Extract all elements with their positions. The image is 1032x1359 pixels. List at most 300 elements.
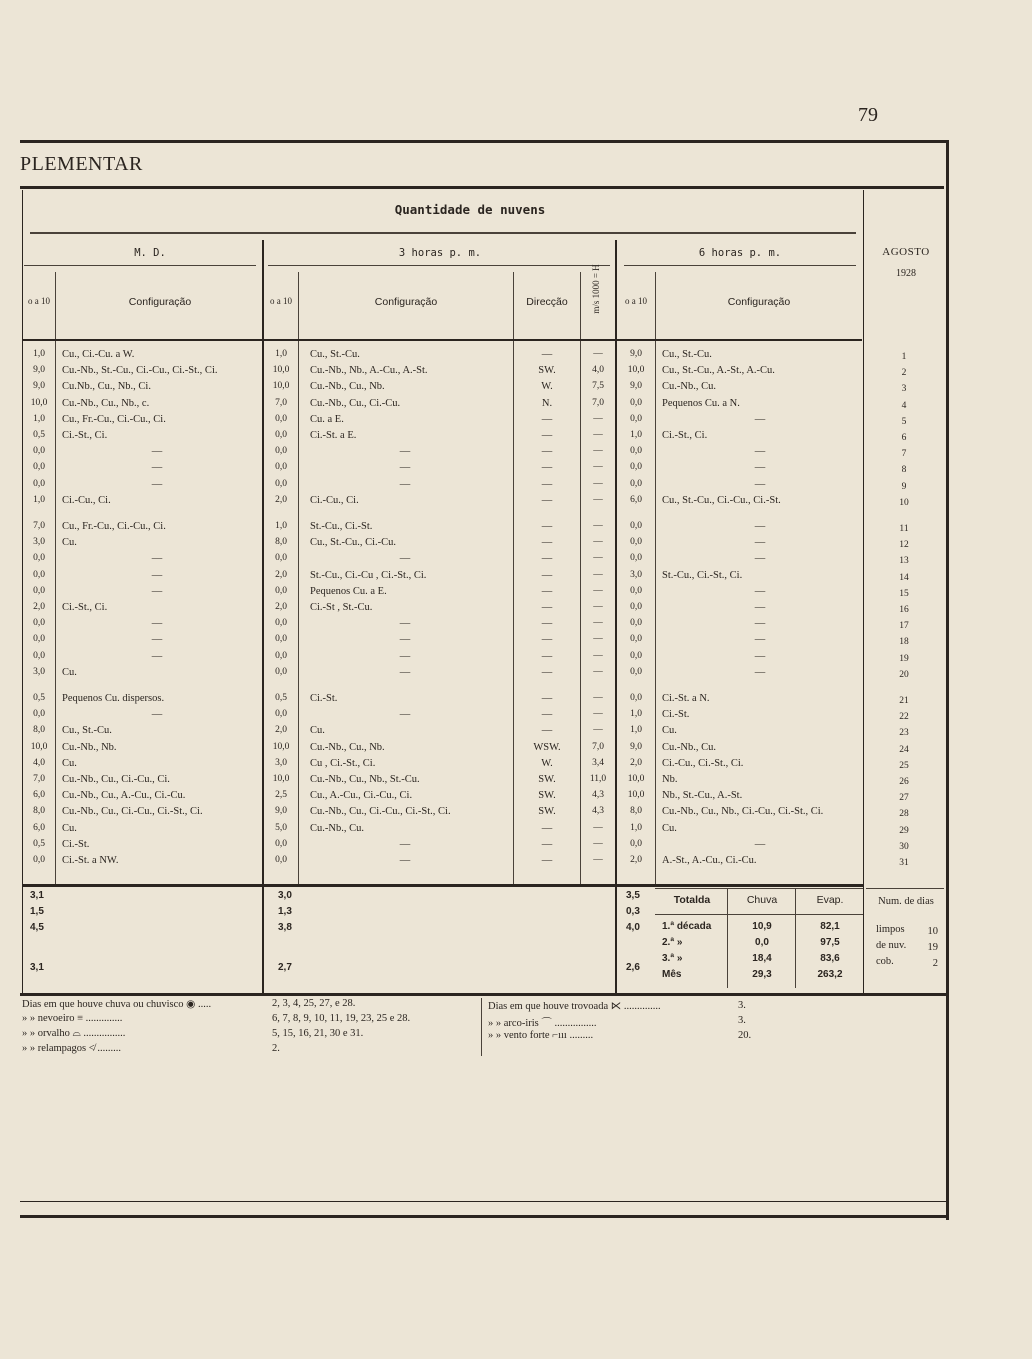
md-amount: 0,5 (33, 430, 45, 440)
footer-top-rule (20, 993, 946, 996)
md-amount: 0,5 (33, 838, 45, 849)
md-config: Ci.-St., Ci. (62, 602, 108, 613)
h3-config: — (399, 838, 411, 850)
direction: SW. (538, 806, 556, 818)
direction: — (541, 537, 553, 549)
h6-amount: 1,0 (630, 430, 642, 440)
h3-summary-value: 3,8 (278, 922, 292, 933)
h3-summary-value: 1,3 (278, 906, 292, 917)
md-config: — (151, 569, 163, 581)
footer-left-label: Dias em que houve chuva ou chuvisco ◉ ..... (22, 999, 212, 1010)
direction: — (541, 618, 553, 630)
h6-amount: 0,0 (630, 693, 642, 703)
md-config: Cu.-Nb., Cu., Ci.-Cu., Ci.-St., Ci. (62, 806, 203, 818)
vrule-6h-end (863, 190, 864, 995)
h6-amount: 3,0 (630, 569, 642, 580)
day-number: 11 (899, 524, 909, 534)
md-config: Cu.-Nb., Cu., A.-Cu., Ci.-Cu. (62, 790, 186, 802)
md-amount: 0,0 (33, 462, 45, 473)
direction: — (541, 413, 553, 425)
md-amount: 3,0 (33, 537, 45, 548)
speed: — (593, 634, 603, 645)
h3-amount: 2,0 (275, 602, 287, 612)
num-dias-label: cob. (876, 956, 894, 967)
md-config: Cu. (62, 822, 77, 834)
h3-amount: 0,0 (275, 413, 287, 424)
day-number: 28 (899, 809, 909, 820)
summary-header-totalda: Totalda (673, 894, 711, 906)
h6-amount: 0,0 (630, 585, 642, 596)
h3-config: Ci.-St , St.-Cu. (310, 602, 373, 613)
direction: SW. (538, 774, 556, 785)
summary-row-evap: 97,5 (820, 937, 840, 948)
num-dias-label: de nuv. (876, 940, 907, 951)
direction: — (541, 494, 553, 506)
day-number: 27 (899, 793, 909, 804)
speed: — (593, 413, 603, 424)
h3-amount: 2,0 (275, 569, 287, 580)
md-amount: 6,0 (33, 822, 45, 833)
direction: — (541, 585, 553, 597)
h6-config: — (754, 521, 766, 532)
num-dias-value: 2 (932, 958, 938, 969)
h3-config: — (399, 618, 411, 630)
speed: 7,5 (592, 381, 604, 392)
md-amount: 3,0 (33, 666, 45, 677)
summary-row-label: 3.ª » (662, 953, 683, 964)
h6-config: — (754, 634, 766, 646)
speed: — (593, 494, 603, 505)
h6-amount: 0,0 (630, 666, 642, 677)
h6-config: — (754, 478, 766, 490)
direction: — (541, 430, 553, 441)
footer-right-label: » » arco-iris ⌒ ................ (488, 1018, 597, 1029)
md-config: — (151, 634, 163, 646)
h6-amount: 9,0 (630, 381, 642, 392)
h3-amount: 9,0 (275, 806, 287, 817)
md-amount: 2,0 (33, 602, 45, 612)
h6-config: A.-St., A.-Cu., Ci.-Cu. (662, 855, 757, 866)
h3-amount: 8,0 (275, 537, 287, 548)
summary-row-label: 1.ª década (662, 921, 712, 932)
direction: — (541, 855, 553, 866)
md-config: — (151, 462, 163, 474)
day-number: 31 (899, 858, 909, 868)
md-amount: 1,0 (33, 413, 45, 424)
col-speed: m/s 1000 = H (591, 264, 601, 314)
h6-config: — (754, 413, 766, 425)
direction: N. (541, 397, 553, 409)
direction: — (541, 838, 553, 850)
h3-config: — (399, 634, 411, 646)
speed: — (593, 446, 603, 457)
h3-config: Cu.-Nb., Cu., Nb. (310, 741, 385, 753)
summary-table-top (655, 888, 863, 889)
speed: — (593, 537, 603, 548)
md-config: — (151, 650, 163, 662)
md-amount: 6,0 (33, 790, 45, 801)
vrule-6h-num (655, 272, 656, 884)
day-number: 12 (899, 540, 909, 551)
h6-config: Cu., St.-Cu., A.-St., A.-Cu. (662, 365, 775, 377)
group-6h: 6 horas p. m. (698, 247, 782, 259)
summary-row-evap: 263,2 (817, 969, 843, 980)
h3-config: Cu. (310, 725, 325, 737)
md-amount: 7,0 (33, 521, 45, 531)
day-number: 22 (899, 712, 909, 723)
direction: — (541, 822, 553, 834)
h6-config: Cu., St.-Cu. (662, 349, 712, 360)
footer-left-label: » » relampagos ≮ ......... (22, 1043, 121, 1054)
h3-config: — (399, 855, 411, 866)
md-amount: 0,0 (33, 650, 45, 661)
speed: — (593, 618, 603, 629)
col-3h-scale: o a 10 (270, 296, 292, 306)
md-amount: 1,0 (33, 349, 45, 359)
summary-row-label: Mês (662, 969, 682, 980)
direction: — (541, 349, 553, 360)
h3-config: St.-Cu., Ci.-St. (310, 521, 373, 532)
h6-config: Cu., St.-Cu., Ci.-Cu., Ci.-St. (662, 494, 781, 506)
h3-config: Cu.-Nb., Cu., Nb. (310, 381, 385, 393)
h3-config: — (399, 462, 411, 474)
h6-config: Nb. (662, 774, 678, 785)
footer-left-value: 6, 7, 8, 9, 10, 11, 19, 23, 25 e 28. (272, 1013, 411, 1024)
md-summary-value: 1,5 (30, 906, 44, 917)
page-heading: PLEMENTAR (20, 153, 143, 175)
speed: 7,0 (592, 741, 604, 752)
day-number: 21 (899, 696, 909, 706)
h3-config: Cu.-Nb., Cu., Ci.-Cu., Ci.-St., Ci. (310, 806, 451, 818)
num-dias-title: Num. de dias (878, 896, 934, 907)
md-amount: 4,0 (33, 757, 45, 768)
day-number: 1 (901, 352, 907, 362)
col-md-scale: o a 10 (28, 296, 50, 306)
day-number: 5 (901, 416, 907, 427)
h6-config: — (754, 446, 766, 458)
md-config: Cu., St.-Cu. (62, 725, 112, 737)
h6-amount: 0,0 (630, 446, 642, 457)
speed: — (593, 666, 603, 677)
day-number: 10 (899, 497, 909, 508)
day-number: 30 (899, 841, 909, 852)
h3-amount: 10,0 (272, 741, 290, 752)
speed: — (593, 478, 603, 489)
col-direction: Direcção (526, 296, 568, 308)
footer-right-label: Dias em que houve trovoada ⋉ .............. (488, 1001, 661, 1012)
footer-left-value: 2. (272, 1043, 280, 1054)
h6-config: — (754, 650, 766, 662)
h3-amount: 7,0 (275, 397, 287, 408)
speed: — (593, 462, 603, 473)
h6-amount: 0,0 (630, 413, 642, 424)
h3-config: — (399, 553, 411, 565)
md-underline (24, 265, 256, 266)
day-number: 25 (899, 760, 909, 771)
day-number: 20 (899, 669, 909, 680)
h3-amount: 0,0 (275, 666, 287, 677)
day-number: 9 (901, 481, 907, 492)
h6-config: Ci.-St., Ci. (662, 430, 708, 441)
h6-amount: 10,0 (627, 365, 645, 376)
md-amount: 0,0 (33, 634, 45, 645)
h6-amount: 9,0 (630, 741, 642, 752)
md-amount: 9,0 (33, 381, 45, 392)
h6-config: Cu.-Nb., Cu., Nb., Ci.-Cu., Ci.-St., Ci. (662, 806, 824, 818)
footer-left-value: 2, 3, 4, 25, 27, e 28. (272, 998, 356, 1009)
direction: — (541, 478, 553, 490)
md-amount: 0,0 (33, 855, 45, 865)
h3-config: — (399, 650, 411, 662)
direction: — (541, 569, 553, 581)
summary-header-rule (655, 914, 863, 915)
md-amount: 9,0 (33, 365, 45, 376)
direction: — (541, 553, 553, 565)
speed: 11,0 (589, 774, 607, 784)
summary-row-evap: 83,6 (820, 953, 840, 964)
h3-summary-value: 2,7 (278, 962, 292, 973)
md-amount: 0,0 (33, 478, 45, 489)
day-number: 15 (899, 588, 909, 599)
h3-amount: 0,0 (275, 462, 287, 473)
day-number: 6 (901, 433, 907, 443)
md-amount: 1,0 (33, 494, 45, 505)
day-number: 18 (899, 637, 909, 648)
h6-config: — (754, 666, 766, 678)
direction: — (541, 650, 553, 662)
md-config: Cu.-Nb., Cu., Nb., c. (62, 397, 150, 409)
month-label: AGOSTO (882, 246, 930, 258)
h3-amount: 0,0 (275, 650, 287, 661)
h6-config: Cu.-Nb., Cu. (662, 741, 716, 753)
h3-config: Cu , Ci.-St., Ci. (310, 757, 376, 769)
speed: — (593, 855, 603, 865)
h6-config: — (754, 537, 766, 549)
speed: 4,0 (592, 365, 604, 376)
h6-amount: 0,0 (630, 634, 642, 645)
direction: — (541, 709, 553, 721)
md-config: Cu. (62, 666, 77, 678)
h3-amount: 0,5 (275, 693, 287, 703)
h3-config: — (399, 709, 411, 721)
md-amount: 0,0 (33, 553, 45, 564)
h3-amount: 5,0 (275, 822, 287, 833)
h6-amount: 0,0 (630, 602, 642, 612)
direction: — (541, 521, 553, 532)
speed: — (593, 822, 603, 833)
summary-vrule-1 (727, 888, 728, 988)
speed: — (593, 349, 603, 359)
speed: 4,3 (592, 790, 604, 801)
group-md: M. D. (134, 247, 166, 259)
footer-left-label: » » orvalho ⌓ ................ (22, 1028, 126, 1039)
h3-config: Cu., St.-Cu. (310, 349, 360, 360)
day-number: 4 (901, 400, 907, 411)
h3-amount: 0,0 (275, 478, 287, 489)
speed: — (593, 430, 603, 440)
year-label: 1928 (896, 268, 916, 279)
md-amount: 0,0 (33, 709, 45, 720)
day-number: 26 (899, 777, 909, 787)
day-number: 24 (899, 744, 909, 755)
md-config: Ci.-Cu., Ci. (62, 494, 111, 506)
h3-config: Cu.-Nb., Cu., Ci.-Cu. (310, 397, 401, 409)
col-6h-scale: o a 10 (625, 296, 647, 306)
title-underline (30, 232, 856, 234)
h6-amount: 0,0 (630, 537, 642, 548)
day-number: 23 (899, 728, 909, 739)
right-border (946, 140, 949, 1220)
summary-header-evap: Evap. (816, 894, 844, 906)
speed: — (593, 553, 603, 564)
col-3h-config: Configuração (374, 296, 438, 308)
speed: — (593, 569, 603, 580)
summary-header-chuva: Chuva (746, 894, 778, 906)
footer-left-value: 5, 15, 16, 21, 30 e 31. (272, 1028, 364, 1039)
md-config: Ci.-St. (62, 838, 90, 850)
day-number: 8 (901, 465, 907, 476)
md-config: Cu. (62, 537, 77, 549)
day-number: 19 (899, 653, 909, 664)
h3-amount: 10,0 (272, 365, 290, 376)
direction: SW. (538, 790, 556, 802)
h3-config: — (399, 478, 411, 490)
col-6h-config: Configuração (727, 296, 791, 308)
summary-vrule-2 (795, 888, 796, 988)
h6-amount: 0,0 (630, 478, 642, 489)
direction: — (541, 693, 553, 704)
h6-amount: 1,0 (630, 709, 642, 720)
h3-config: Cu. a E. (310, 413, 344, 425)
summary-row-evap: 82,1 (820, 921, 840, 932)
day-number: 3 (901, 384, 907, 395)
direction: SW. (538, 365, 556, 377)
h6-summary-value: 2,6 (626, 962, 640, 973)
speed: — (593, 602, 603, 612)
h3-config: Ci.-St. (310, 693, 338, 704)
md-config: — (151, 709, 163, 721)
md-config: — (151, 446, 163, 458)
h3-summary-value: 3,0 (278, 890, 292, 901)
h6-amount: 9,0 (630, 349, 642, 359)
h6-config: Cu. (662, 822, 677, 834)
h6-config: — (754, 602, 766, 613)
numdias-top (866, 888, 944, 889)
h6-amount: 0,0 (630, 397, 642, 408)
md-amount: 8,0 (33, 725, 45, 736)
h3-amount: 0,0 (275, 709, 287, 720)
footer-right-value: 3. (738, 1000, 746, 1011)
md-amount: 0,0 (33, 585, 45, 596)
h3-amount: 2,0 (275, 494, 287, 505)
summary-row-label: 2.ª » (662, 937, 683, 948)
h3-amount: 10,0 (272, 774, 290, 784)
h6-summary-value: 0,3 (626, 906, 640, 917)
summary-row-chuva: 0,0 (755, 937, 769, 948)
h3-config: Cu.-Nb., Nb., A.-Cu., A.-St. (310, 365, 428, 377)
h6-amount: 10,0 (627, 774, 645, 784)
h6-amount: 6,0 (630, 494, 642, 505)
direction: — (541, 725, 553, 737)
h6-config: — (754, 585, 766, 597)
h6-config: Pequenos Cu. a N. (662, 397, 740, 409)
group-3h: 3 horas p. m. (398, 247, 482, 259)
h6-amount: 0,0 (630, 838, 642, 849)
summary-row-chuva: 29,3 (752, 969, 772, 980)
h6-config: Ci.-Cu., Ci.-St., Ci. (662, 757, 744, 769)
h3-config: Cu., A.-Cu., Ci.-Cu., Ci. (310, 790, 413, 802)
table-title: Quantidade de nuvens (394, 202, 546, 217)
h3-amount: 0,0 (275, 430, 287, 440)
footer-right-label: » » vento forte ⌐ııı ......... (488, 1030, 594, 1041)
speed: — (593, 585, 603, 596)
h3-amount: 1,0 (275, 521, 287, 531)
h3-amount: 2,0 (275, 725, 287, 736)
md-summary-value: 3,1 (30, 890, 44, 901)
page-number: 79 (858, 104, 878, 126)
h6-config: St.-Cu., Ci.-St., Ci. (662, 569, 743, 581)
md-amount: 0,0 (33, 618, 45, 629)
direction: — (541, 666, 553, 678)
direction: W. (541, 757, 553, 769)
md-config: — (151, 553, 163, 565)
md-amount: 10,0 (30, 741, 48, 752)
h6-amount: 1,0 (630, 725, 642, 736)
md-config: Ci.-St., Ci. (62, 430, 108, 441)
speed: 7,0 (592, 397, 604, 408)
h3-amount: 0,0 (275, 553, 287, 564)
h6-config: Ci.-St. (662, 709, 690, 721)
h3-amount: 0,0 (275, 585, 287, 596)
direction: — (541, 602, 553, 613)
h6-amount: 0,0 (630, 462, 642, 473)
footer-right-value: 20. (738, 1030, 752, 1041)
md-config: Cu., Ci.-Cu. a W. (62, 349, 135, 360)
footer-divider (481, 998, 482, 1056)
h3-amount: 10,0 (272, 381, 290, 392)
day-number: 13 (899, 556, 909, 567)
h3-amount: 0,0 (275, 838, 287, 849)
footer-right-value: 3. (738, 1015, 746, 1026)
h3-config: Cu.-Nb., Cu. (310, 822, 364, 834)
direction: WSW. (533, 741, 561, 753)
md-summary-value: 3,1 (30, 962, 44, 973)
direction: — (541, 634, 553, 646)
h3-config: — (399, 666, 411, 678)
md-config: Cu., Fr.-Cu., Ci.-Cu., Ci. (62, 413, 166, 425)
h6-amount: 10,0 (627, 790, 645, 801)
h6-config: Nb., St.-Cu., A.-St. (662, 790, 743, 802)
h3-config: Ci.-Cu., Ci. (310, 494, 359, 506)
h3-config: Ci.-St. a E. (310, 430, 357, 441)
h6-config: — (754, 553, 766, 565)
h6-amount: 2,0 (630, 757, 642, 768)
md-config: — (151, 585, 163, 597)
direction: — (541, 446, 553, 458)
h3-config: St.-Cu., Ci.-Cu , Ci.-St., Ci. (310, 569, 427, 581)
top-rule (20, 140, 948, 143)
h3-amount: 2,5 (275, 790, 287, 801)
num-dias-value: 19 (927, 942, 938, 953)
speed: — (593, 650, 603, 661)
summary-row-chuva: 10,9 (752, 921, 772, 932)
bottom-rule-2 (20, 1215, 948, 1218)
speed: 4,3 (592, 806, 604, 817)
day-number: 16 (899, 605, 909, 615)
h6-underline (624, 265, 856, 266)
h6-summary-value: 4,0 (626, 922, 640, 933)
footer-left-label: » » nevoeiro ≡ .............. (22, 1013, 123, 1024)
